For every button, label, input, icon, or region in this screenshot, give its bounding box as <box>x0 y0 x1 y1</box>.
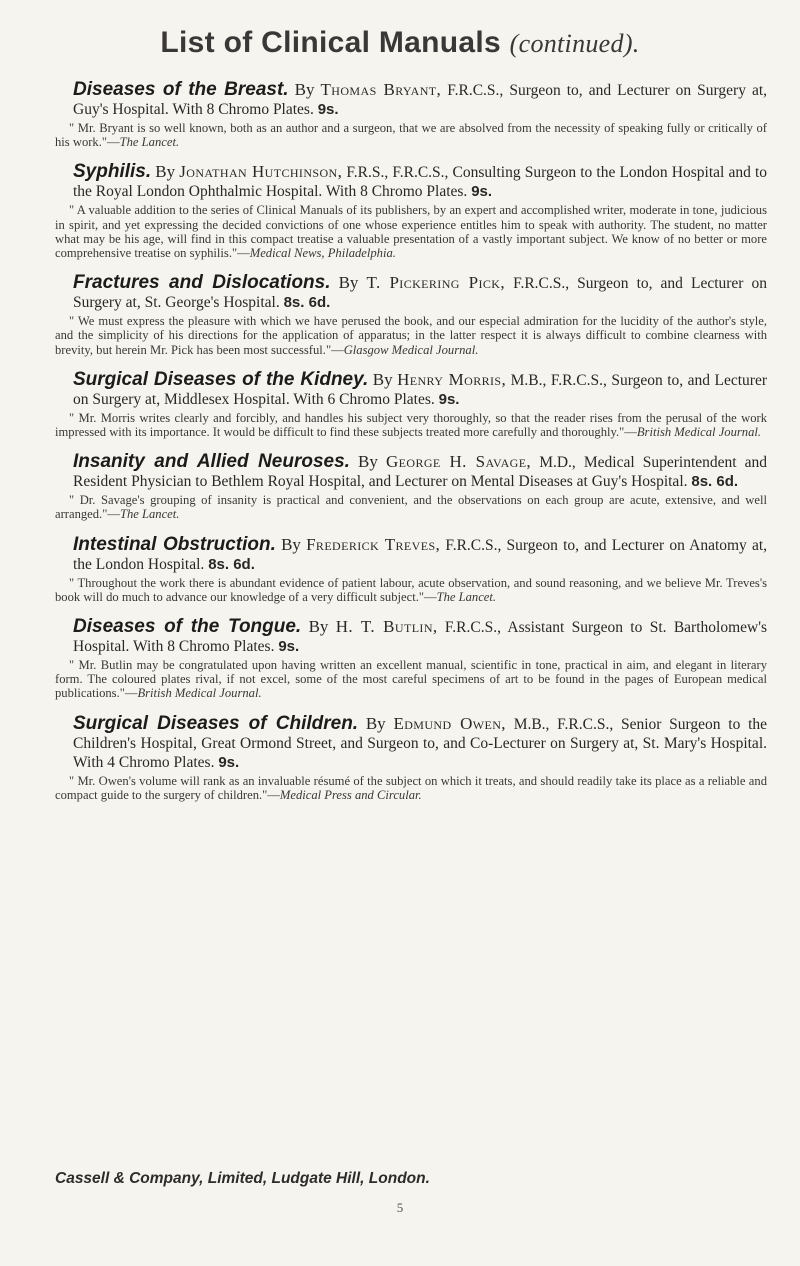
review-source: The Lancet. <box>119 507 180 522</box>
author-details: F.R.S., F.R.C.S., Consulting Surgeon to the London Hospital and to the Royal London Ophthalmic Hospital. With 8 Chromo Plates. <box>73 164 768 201</box>
entry-heading <box>55 714 767 772</box>
book-entry <box>55 273 767 357</box>
review-source: The Lancet. <box>119 135 180 150</box>
author-prefix: By <box>294 80 315 99</box>
author-name: Frederick Treves, <box>306 534 441 554</box>
book-price: 9s. <box>278 638 300 656</box>
author-details: F.R.C.S., Surgeon to, and Lecturer on Surgery at, Guy's Hospital. With 8 Chromo Plates. <box>73 82 768 118</box>
book-title: Diseases of the Breast. <box>73 79 289 100</box>
author-prefix: By <box>365 713 386 733</box>
author-name: Jonathan Hutchinson, <box>179 162 343 182</box>
review-source: Medical News, Philadelphia. <box>249 246 396 261</box>
entry-heading <box>55 80 767 119</box>
review-text: " Mr. Owen's volume will rank as an invaluable résumé of the subject on which it treats, and should readily take its place as a reliable and compact guide to the surgery of children."— <box>55 773 767 802</box>
author-prefix: By <box>281 534 301 554</box>
review-quote <box>55 493 767 521</box>
review-quote <box>55 314 767 357</box>
entry-heading <box>55 273 767 312</box>
review-text: " Dr. Savage's grouping of insanity is practical and convenient, and the observations on each group are acute, extensive, and well arranged."— <box>55 493 767 522</box>
book-entry <box>55 162 767 260</box>
entry-heading <box>55 452 767 491</box>
entry-heading <box>55 617 767 656</box>
review-text: " Mr. Bryant is so well known, both as an author and a surgeon, that we are absolved from the necessity of speaking fully or critically of his work."— <box>55 121 767 150</box>
review-source: Medical Press and Circular. <box>279 787 422 802</box>
author-name: George H. Savage, <box>385 452 532 472</box>
author-details: F.R.C.S., Surgeon to, and Lecturer on Anatomy at, the London Hospital. <box>73 536 768 573</box>
review-source: Glasgow Medical Journal. <box>343 342 479 357</box>
review-source: The Lancet. <box>436 589 497 604</box>
book-price: 8s. 6d. <box>208 555 255 573</box>
book-title: Surgical Diseases of Children. <box>73 712 359 734</box>
review-quote <box>55 576 767 604</box>
book-list <box>55 80 767 815</box>
page-number: 5 <box>396 1200 404 1215</box>
review-text: " Mr. Butlin may be congratulated upon having written an excellent manual, scientific in tone, practical in aim, and elegant in literary form. The coloured plates rival, if not excel, some of the most careful specimens of art to be found in the pages of European medical publications."— <box>55 658 767 701</box>
author-prefix: By <box>338 273 359 293</box>
book-title: Insanity and Allied Neuroses. <box>73 451 350 473</box>
author-name: Thomas Bryant, <box>320 80 442 99</box>
book-entry <box>55 452 767 521</box>
review-text: " Mr. Morris writes clearly and forcibly, and handles his subject very thoroughly, so that the reader rises from the perusal of the work impressed with its importance. It would be difficult to find these subjects treated more carefully and thoroughly."— <box>55 410 767 440</box>
review-quote <box>55 658 767 701</box>
book-price: 9s. <box>218 753 240 771</box>
book-title: Intestinal Obstruction. <box>73 533 276 555</box>
review-text: " We must express the pleasure with which we have perused the book, and our especial admiration for the lucidity of the author's style, and the simplicity of his directions for the application of apparatus; in the latter respect it is always difficult to combine clearness with brevity, but herein Mr. Pick has been most successful."— <box>55 314 767 357</box>
author-name: Edmund Owen, <box>393 713 506 733</box>
book-title: Fractures and Dislocations. <box>73 272 331 294</box>
page-title <box>0 26 800 60</box>
review-quote <box>55 411 767 439</box>
entry-heading <box>55 370 767 409</box>
review-text: " A valuable addition to the series of Clinical Manuals of its publishers, by an expert and accomplished writer, moderate in tone, judicious in spirit, and yet expressing the decided convictions of one whose experience entitles him to speak with authority. The student, no matter what may be his age, will find in this compact treatise a valuable presentation of a vastly important subject. We know of no better or more comprehensive treatise on syphilis."— <box>55 203 767 261</box>
author-details: M.B., F.R.C.S., Surgeon to, and Lecturer on Surgery at, Middlesex Hospital. With 6 Chromo Plates. <box>73 371 767 408</box>
book-entry <box>55 714 767 802</box>
author-details: F.R.C.S., Surgeon to, and Lecturer on Surgery at, St. George's Hospital. <box>73 275 768 312</box>
page-title-continued: (continued). <box>509 29 640 58</box>
book-price: 9s. <box>438 390 460 408</box>
author-details: F.R.C.S., Assistant Surgeon to St. Bartholomew's Hospital. With 8 Chromo Plates. <box>73 619 768 656</box>
book-price: 8s. 6d. <box>691 473 739 491</box>
book-price: 9s. <box>317 101 339 118</box>
author-name: T. Pickering Pick, <box>366 273 506 293</box>
book-entry <box>55 535 767 604</box>
review-source: British Medical Journal. <box>636 425 762 440</box>
review-source: British Medical Journal. <box>137 686 262 701</box>
author-name: Henry Morris, <box>397 369 507 389</box>
book-price: 8s. 6d. <box>283 294 331 312</box>
author-prefix: By <box>358 452 378 472</box>
author-prefix: By <box>372 369 393 389</box>
book-title: Syphilis. <box>73 161 152 183</box>
book-entry <box>55 80 767 149</box>
author-prefix: By <box>308 617 329 637</box>
book-entry <box>55 370 767 439</box>
entry-heading <box>55 162 767 201</box>
publisher-imprint: Cassell & Company, Limited, Ludgate Hill, London. <box>55 1170 430 1187</box>
author-prefix: By <box>155 162 176 182</box>
entry-heading <box>55 535 767 574</box>
review-quote <box>55 121 767 149</box>
review-quote <box>55 774 767 802</box>
review-text: " Throughout the work there is abundant evidence of patient labour, acute observation, and sound reasoning, and we believe Mr. Treves's book will do much to advance our knowledge of a very difficult subject."— <box>55 575 767 604</box>
book-price: 9s. <box>471 183 493 201</box>
author-name: H. T. Butlin, <box>335 617 438 637</box>
review-quote <box>55 203 767 260</box>
book-title: Diseases of the Tongue. <box>73 616 302 638</box>
book-entry <box>55 617 767 701</box>
author-details: M.D., Medical Superintendent and Resident Physician to Bethlem Royal Hospital, and Lecturer on Mental Diseases at Guy's Hospital. <box>73 454 768 491</box>
book-title: Surgical Diseases of the Kidney. <box>73 368 369 390</box>
author-details: M.B., F.R.C.S., Senior Surgeon to the Children's Hospital, Great Ormond Street, and Surgeon to, and Co-Lecturer on Surgery at, St. Mary's Hospital. With 4 Chromo Plates. <box>73 715 768 771</box>
page-title-text: List of Clinical Manuals <box>160 26 501 59</box>
